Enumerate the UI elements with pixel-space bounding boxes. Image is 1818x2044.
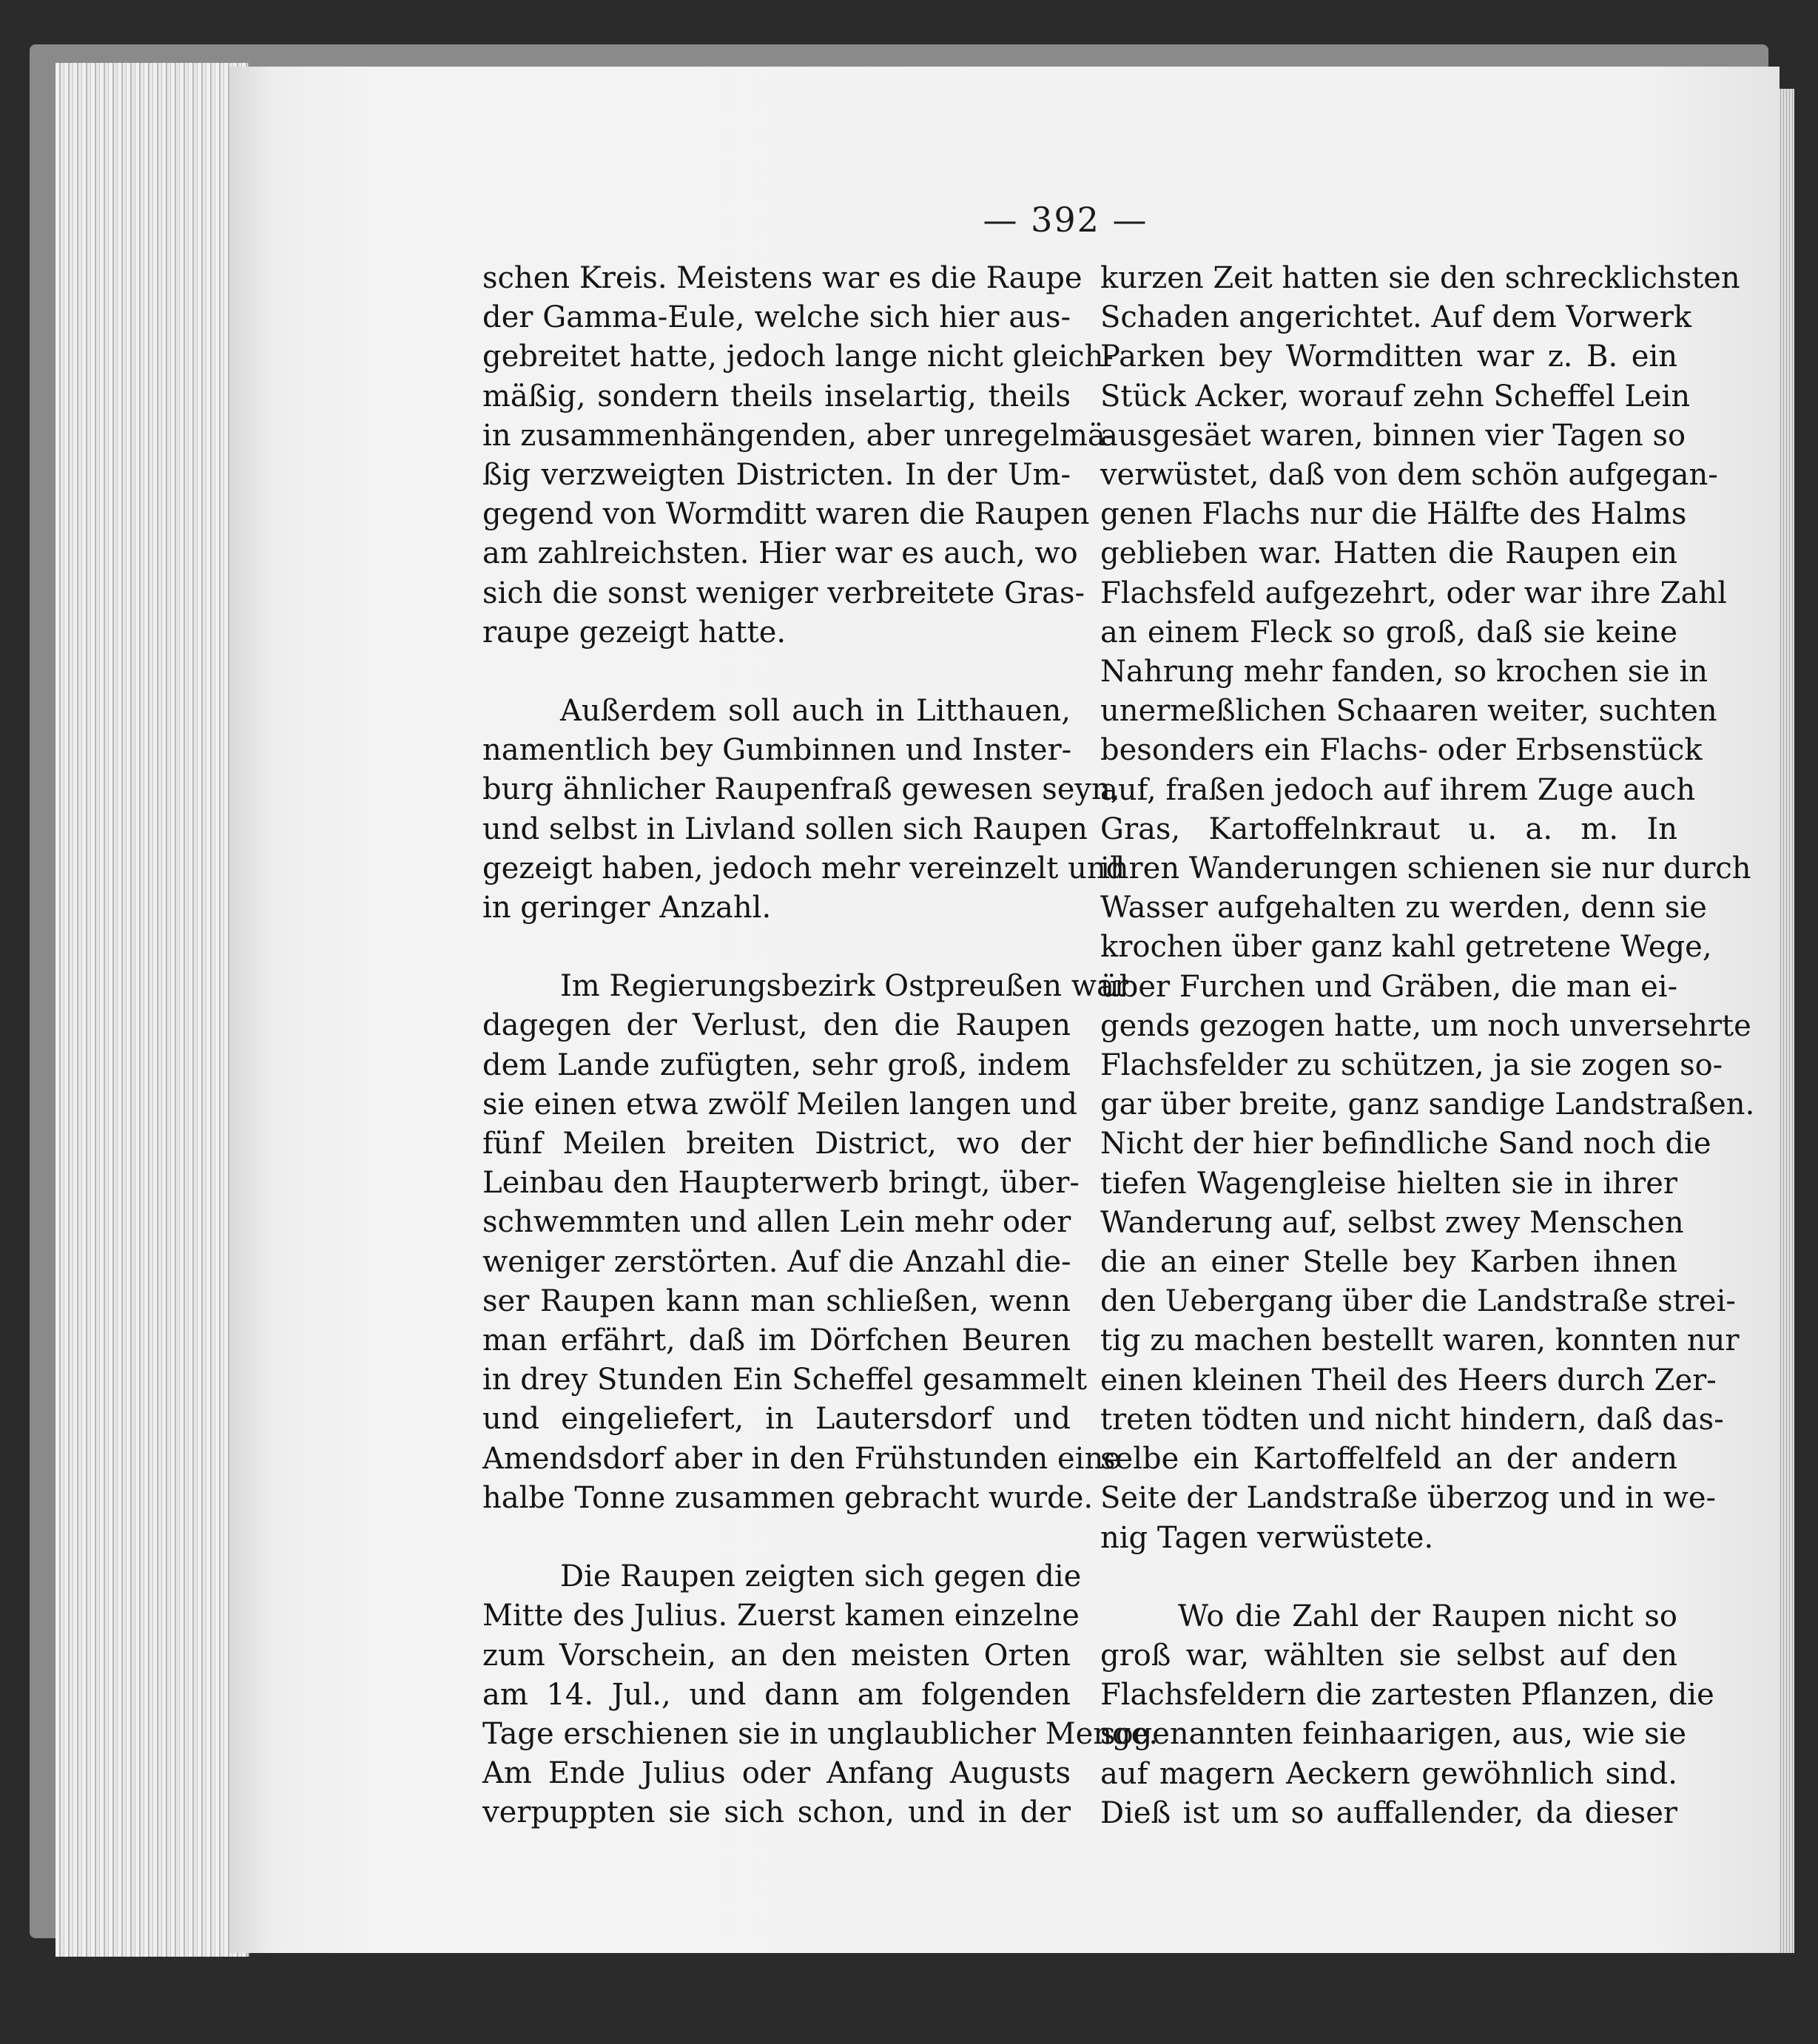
page-number: — 392 — [983,200,1148,240]
text-line: Wasser aufgehalten zu werden, denn sie [1100,891,1707,925]
text-line: gebreitet hatte, jedoch lange nicht gleich- [482,340,1114,374]
text-line: Im Regierungsbezirk Ostpreußen war [560,969,1128,1004]
paragraph-gap [482,652,1071,692]
text-line: unermeßlichen Schaaren weiter, suchten [1100,694,1717,729]
text-line: Mitte des Julius. Zuerst kamen einzelne [482,1599,1080,1633]
text-line: Stück Acker, worauf zehn Scheffel Lein [1100,379,1691,414]
text-line: Wo die Zahl der Raupen nicht so [1178,1599,1677,1633]
text-line: verwüstet, daß von dem schön aufgegan- [1100,458,1718,493]
text-line: Am Ende Julius oder Anfang Augusts [482,1756,1071,1791]
text-line: auf magern Aeckern gewöhnlich sind. [1100,1756,1677,1791]
text-line: in drey Stunden Ein Scheffel gesammelt [482,1363,1088,1397]
text-line: der Gamma-Eule, welche sich hier aus- [482,300,1071,335]
text-line: und eingeliefert, in Lautersdorf und [482,1402,1071,1437]
text-line: weniger zerstörten. Auf die Anzahl die- [482,1244,1071,1279]
text-line: fünf Meilen breiten District, wo der [482,1127,1071,1161]
page-edges-left [55,63,249,1957]
text-line: ihren Wanderungen schienen sie nur durch [1100,851,1751,886]
text-line: sie einen etwa zwölf Meilen langen und [482,1087,1077,1121]
text-line: den Uebergang über die Landstraße strei- [1100,1284,1736,1319]
text-line: burg ähnlicher Raupenfraß gewesen seyn, [482,772,1120,807]
text-line: verpuppten sie sich schon, und in der [482,1795,1071,1830]
paragraph [482,259,1116,652]
paragraph [1100,259,1755,1558]
text-line: raupe gezeigt hatte. [482,615,787,650]
text-line: Flachsfeld aufgezehrt, oder war ihre Zahl [1100,576,1727,610]
text-line: in zusammenhängenden, aber unregelmä- [482,418,1116,453]
text-line: Amendsdorf aber in den Frühstunden eine [482,1441,1121,1476]
paragraph [1100,1597,1714,1833]
text-line: gar über breite, ganz sandige Landstraßen. [1100,1087,1755,1122]
text-line: auf, fraßen jedoch auf ihrem Zuge auch [1100,772,1696,807]
text-line: geblieben war. Hatten die Raupen ein [1100,536,1677,571]
text-line: in geringer Anzahl. [482,891,772,925]
text-line: über Furchen und Gräben, die man ei- [1100,969,1678,1004]
paragraph [482,1557,1159,1832]
paragraph [482,967,1128,1518]
text-line: Nahrung mehr fanden, so krochen sie in [1100,655,1708,689]
text-line: treten tödten und nicht hindern, daß das- [1100,1402,1724,1437]
text-line: Flachsfelder zu schützen, ja sie zogen so- [1100,1048,1723,1083]
text-line: am zahlreichsten. Hier war es auch, wo [482,536,1078,571]
left-text-column [482,259,1159,1833]
text-line: Leinbau den Haupterwerb bringt, über- [482,1166,1080,1201]
text-line: krochen über ganz kahl getretene Wege, [1100,930,1712,965]
text-line: an einem Fleck so groß, daß sie keine [1100,615,1677,650]
text-line: ser Raupen kann man schließen, wenn [482,1284,1071,1318]
text-line: man erfährt, daß im Dörfchen Beuren [482,1323,1071,1358]
text-line: zum Vorschein, an den meisten Orten [482,1638,1071,1673]
text-line: besonders ein Flachs- oder Erbsenstück [1100,733,1703,768]
text-line: ßig verzweigten Districten. In der Um- [482,458,1071,493]
text-line: Wanderung auf, selbst zwey Menschen [1100,1205,1684,1240]
text-line: namentlich bey Gumbinnen und Inster- [482,733,1072,768]
text-line: Tage erschienen sie in unglaublicher Menge. [482,1716,1159,1751]
text-line: nig Tagen verwüstete. [1100,1520,1434,1555]
text-line: sich die sonst weniger verbreitete Gras- [482,576,1085,610]
text-line: tig zu machen bestellt waren, konnten nur [1100,1323,1740,1358]
text-line: Schaden angerichtet. Auf dem Vorwerk [1100,300,1692,335]
text-line: groß war, wählten sie selbst auf den [1100,1638,1677,1673]
text-line: schen Kreis. Meistens war es die Raupe [482,261,1083,295]
text-line: dem Lande zufügten, sehr groß, indem [482,1048,1071,1082]
text-line: ausgesäet waren, binnen vier Tagen so [1100,418,1686,453]
text-line: Flachsfeldern die zartesten Pflanzen, die [1100,1678,1714,1713]
text-line: Parken bey Wormditten war z. B. ein [1100,340,1677,374]
right-text-column [1100,259,1755,1833]
text-line: am 14. Jul., und dann am folgenden [482,1677,1071,1712]
text-line: einen kleinen Theil des Heers durch Zer- [1100,1363,1717,1397]
text-line: mäßig, sondern theils inselartig, theils [482,379,1071,414]
text-line: gezeigt haben, jedoch mehr vereinzelt und [482,851,1125,886]
text-line: gends gezogen hatte, um noch unversehrte [1100,1008,1751,1043]
text-line: Außerdem soll auch in Litthauen, [560,694,1071,729]
paragraph [482,692,1125,928]
text-line: genen Flachs nur die Hälfte des Halms [1100,497,1687,532]
text-line: Gras, Kartoffelnkraut u. a. m. In [1100,812,1677,846]
text-line: halbe Tonne zusammen gebracht wurde. [482,1480,1094,1515]
paragraph-gap [1100,1558,1677,1597]
text-line: dagegen der Verlust, den die Raupen [482,1008,1071,1043]
text-line: kurzen Zeit hatten sie den schrecklichsten [1100,261,1740,295]
text-line: Die Raupen zeigten sich gegen die [560,1559,1082,1594]
text-line: gegend von Wormditt waren die Raupen [482,497,1090,532]
text-line: schwemmten und allen Lein mehr oder [482,1205,1071,1240]
paragraph-gap [482,928,1071,967]
text-line: selbe ein Kartoffelfeld an der andern [1100,1442,1677,1477]
paragraph-gap [482,1518,1071,1557]
text-line: und selbst in Livland sollen sich Raupen [482,812,1088,846]
text-line: die an einer Stelle bey Karben ihnen [1100,1245,1677,1280]
text-line: Seite der Landstraße überzog und in we- [1100,1481,1717,1516]
text-line: tiefen Wagengleise hielten sie in ihrer [1100,1166,1677,1201]
text-line: Dieß ist um so auffallender, da dieser [1100,1795,1677,1830]
text-line: sogenannten feinhaarigen, aus, wie sie [1100,1717,1687,1752]
text-line: Nicht der hier befindliche Sand noch die [1100,1127,1711,1161]
